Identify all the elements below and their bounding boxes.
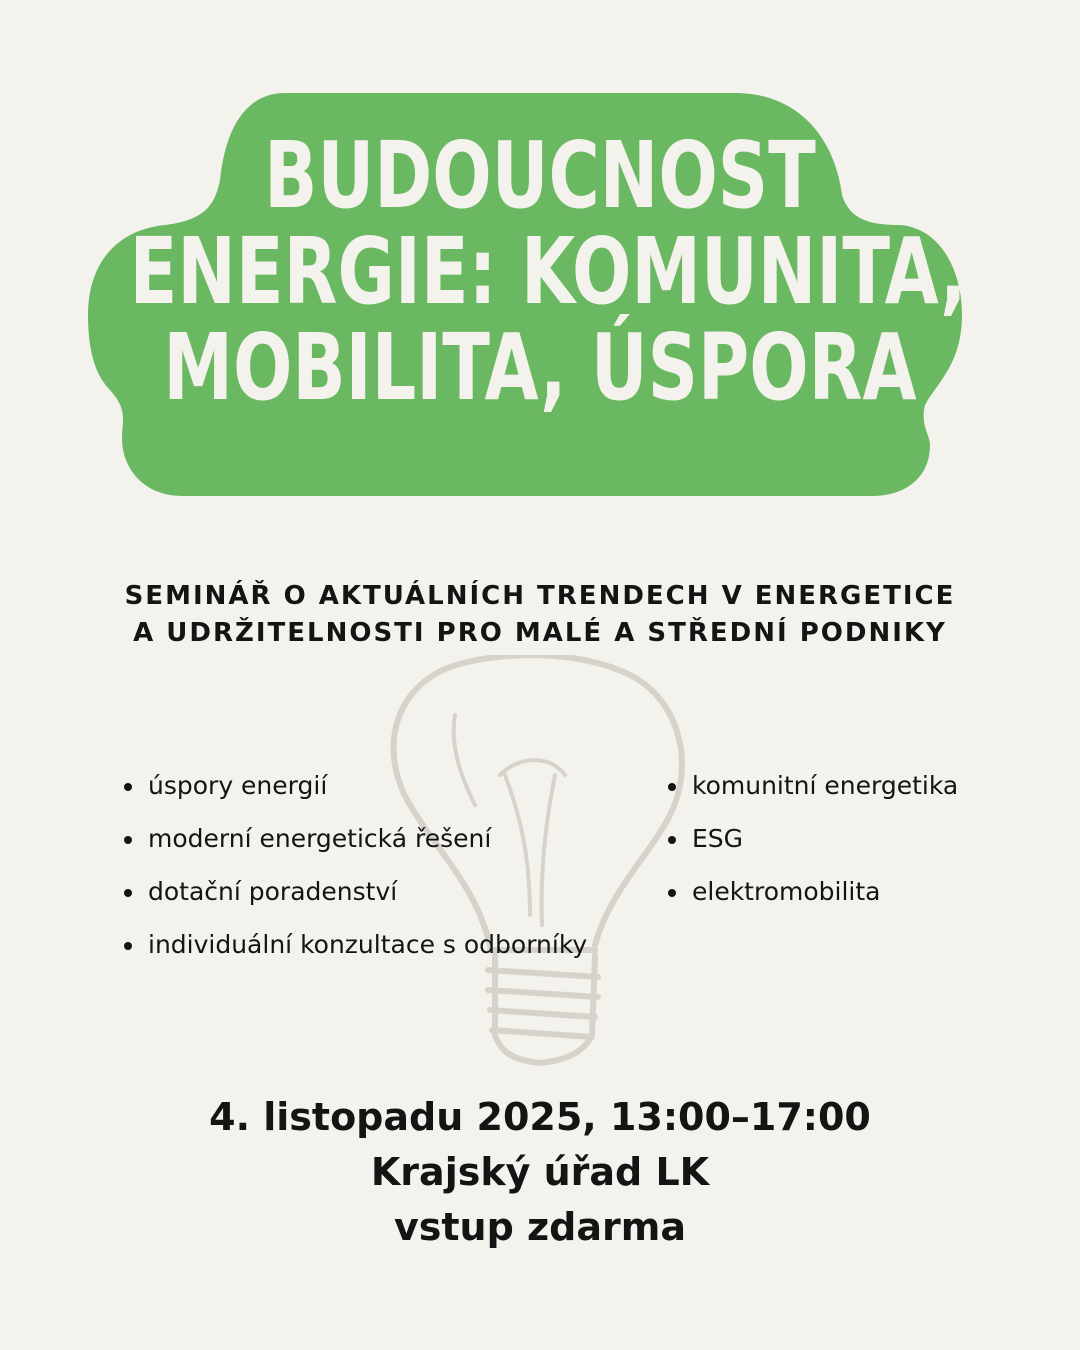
event-date-time: 4. listopadu 2025, 13:00–17:00 [209, 1095, 871, 1139]
list-item-label: úspory energií [148, 771, 328, 800]
list-item [666, 819, 958, 872]
subtitle-line-2: A UDRŽITELNOSTI PRO MALÉ A STŘEDNÍ PODNIKY [133, 618, 947, 648]
topics-list-right [666, 766, 958, 925]
list-item-label: elektromobilita [692, 877, 881, 906]
bullet-icon [124, 942, 132, 950]
list-item [122, 872, 587, 925]
topics-list-left [122, 766, 587, 978]
event-admission: vstup zdarma [394, 1205, 686, 1249]
list-item-label: komunitní energetika [692, 771, 959, 800]
bullet-icon [668, 889, 676, 897]
seminar-subtitle [0, 578, 1080, 652]
title-line-2: ENERGIE: KOMUNITA, [129, 218, 967, 325]
subtitle-line-1: SEMINÁŘ O AKTUÁLNÍCH TRENDECH V ENERGETICE [124, 581, 956, 611]
bullet-icon [668, 836, 676, 844]
list-item [122, 819, 587, 872]
list-item [666, 872, 958, 925]
title-line-3: MOBILITA, ÚSPORA [163, 314, 917, 421]
list-item [122, 766, 587, 819]
page-title [129, 122, 967, 421]
bullet-icon [124, 836, 132, 844]
list-item-label: moderní energetická řešení [148, 824, 492, 853]
event-location: Krajský úřad LK [370, 1150, 710, 1194]
title-line-1: BUDOUCNOST [264, 122, 816, 229]
list-item-label: dotační poradenství [148, 877, 398, 906]
list-item [666, 766, 958, 819]
list-item-label: individuální konzultace s odborníky [148, 930, 588, 959]
list-item-label: ESG [692, 824, 744, 853]
bullet-icon [124, 783, 132, 791]
list-item [122, 925, 587, 978]
bullet-icon [124, 889, 132, 897]
bullet-icon [668, 783, 676, 791]
event-info [0, 1090, 1080, 1255]
